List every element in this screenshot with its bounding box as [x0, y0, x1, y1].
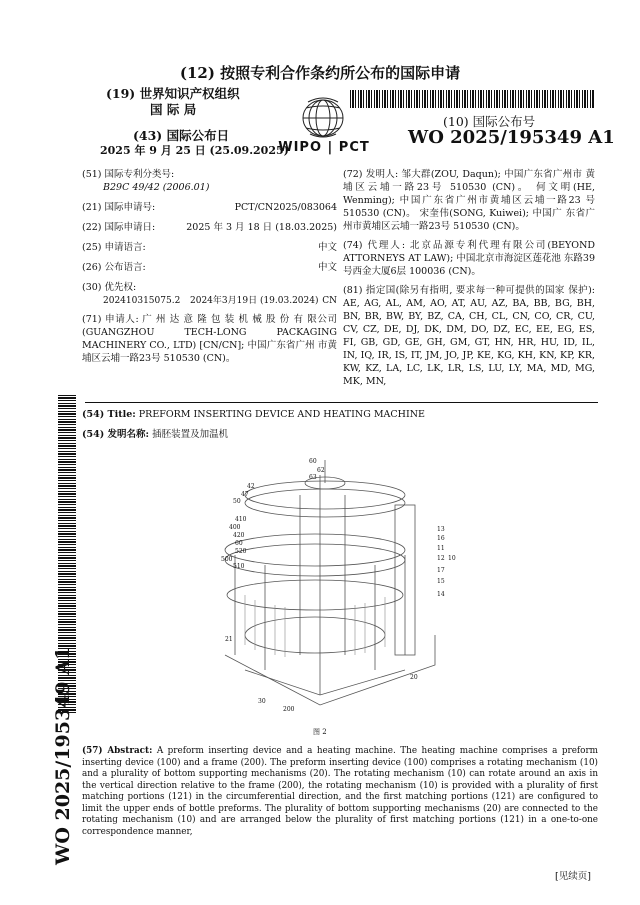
right-biblio — [343, 168, 595, 388]
ref-10: 10 — [448, 555, 456, 562]
wipo-logo-text: WIPO | PCT — [278, 140, 370, 155]
ref-62: 62 — [317, 467, 325, 474]
ref-500: 500 — [221, 556, 233, 563]
lang-label: (25) 申请语言: — [82, 242, 146, 253]
pub-no-label: (10) 国际公布号 — [443, 114, 536, 129]
ref-60: 60 — [309, 458, 317, 465]
ref-420: 420 — [233, 532, 245, 539]
title-cn-row — [82, 428, 228, 441]
pub-no: WO 2025/195349 A1 — [408, 127, 615, 148]
priority-date: 2024年3月19日 (19.03.2024) — [190, 296, 319, 306]
appno-value: PCT/CN2025/083064 — [234, 202, 337, 213]
ref-30: 30 — [258, 698, 266, 705]
patent-drawing — [205, 455, 455, 720]
filedate-value: 2025 年 3 月 18 日 (18.03.2025) — [186, 222, 337, 233]
priority-entry — [82, 295, 337, 313]
inventors: (72) 发明人: 邹大群(ZOU, Daqun); 中国广东省广州市 黄埔区云埔一路23号 510530 (CN)。 何文明(HE, Wenming); 中国广东省广州市黄埔区云埔一路23 号 510530 (CN)。 宋奎伟(SONG, Kuiwei); 中国广 东省广州市黄埔区云埔一路23号 510530 (CN)。 — [343, 169, 595, 232]
appno-label: (21) 国际申请号: — [82, 202, 156, 213]
ref-15: 15 — [437, 578, 445, 585]
ref-510: 510 — [233, 563, 245, 570]
appno-row — [82, 201, 337, 221]
pub-date-label: (43) 国际公布日 — [133, 128, 230, 143]
ref-520: 520 — [235, 548, 247, 555]
priority-label: (30) 优先权: — [82, 282, 137, 293]
ipc-value: B29C 49/42 (2006.01) — [103, 182, 210, 193]
org-subname: 国 际 局 — [150, 102, 197, 117]
ipc-row — [82, 168, 337, 181]
publang-label: (26) 公布语言: — [82, 262, 146, 273]
ref-14: 14 — [437, 591, 445, 598]
priority-no: 202410315075.2 — [103, 296, 181, 306]
figure-caption: 图 2 — [313, 728, 327, 736]
publang-row — [82, 261, 337, 281]
title-en-row — [82, 408, 425, 421]
side-pub-no: WO 2025/195349 A1 — [52, 646, 74, 865]
ref-400: 400 — [229, 524, 241, 531]
title-en-label: (54) Title: — [82, 409, 136, 420]
title-cn-label: (54) 发明名称: — [82, 429, 150, 440]
priority-cc: CN — [322, 296, 337, 306]
filedate-row — [82, 221, 337, 241]
abstract — [82, 746, 598, 838]
ref-47: 47 — [241, 491, 249, 498]
title-en: PREFORM INSERTING DEVICE AND HEATING MACHINE — [138, 409, 425, 420]
ref-12: 12 — [437, 555, 445, 562]
ref-410: 410 — [235, 516, 247, 523]
filedate-label: (22) 国际申请日: — [82, 222, 156, 233]
abstract-label: (57) Abstract: — [82, 746, 153, 756]
ref-21: 21 — [225, 636, 233, 643]
ref-63: 63 — [309, 474, 317, 481]
agent: (74) 代理人: 北京品源专利代理有限公司(BEYOND ATTORNEYS AT LAW); 中国北京市海淀区莲花池 东路39号西金大厦6层 100036 (CN)。 — [343, 240, 595, 277]
ref-50: 50 — [233, 498, 241, 505]
ref-16: 16 — [437, 535, 445, 542]
ref-13: 13 — [437, 526, 445, 533]
ref-11: 11 — [437, 545, 445, 552]
continued-label: [见续页] — [555, 871, 591, 882]
priority-row — [82, 281, 337, 295]
document-title: (12) 按照专利合作条约所公布的国际申请 — [179, 64, 461, 82]
designated-states: (81) 指定国(除另有指明, 要求每一种可提供的国家 保护): AE, AG, AL, AM, AO, AT, AU, AZ, BA, BB, BG, BH, BN, BR, BW, BY, BZ, CA, CH, CL, CN, CO, CR, CU, CV, CZ, DE, DJ, DK, DM, DO, DZ, EC, EE, EG, ES, FI, GB, GD, GE, GH, GM, GT, HN, HR, HU, ID, IL, IN, IQ, IR, IS, IT, JM, JO, JP, KE, KG, KH, KN, KP, KR, KW, KZ, LA, LC, LK, LR, LS, LU, LY, MA, MD, MG, MK, MN, — [343, 285, 595, 387]
abstract-text: A preform inserting device and a heating machine. The heating machine comprises a preform inserting device (100) and a frame (200). The preform inserting device (100) comprises a rotating mechanism (10) and a plurality of bottom supporting mechanisms (20). The rotating mechanism (10) can rotate around an axis in the vertical direction relative to the frame (200), the rotating mechanism (10) is provided with a plurality of first matching portions (121) in the circumferential direction, and the first matching portions (121) are configured to limit the upper ends of bottle preforms. The plurality of bottom supporting mechanisms (20) are connected to the rotating mechanism (10) and are arranged below the plurality of first matching portions (121) in a one-to-one correspondence manner, — [82, 746, 598, 837]
title-cn: 插胚装置及加温机 — [152, 429, 229, 440]
barcode-top — [350, 90, 595, 108]
applicant: (71) 申请人: 广 州 达 意 隆 包 装 机 械 股 份 有 限公司(GUANGZHOU TECH-LONG PACKAGING MACHINERY CO., LTD) [CN/CN]; 中国广东省广州 市黄埔区云埔一路23号 510530 (CN)。 — [82, 314, 337, 364]
left-biblio — [82, 168, 337, 365]
ref-20: 20 — [410, 674, 418, 681]
lang-row — [82, 241, 337, 261]
ref-42: 42 — [247, 483, 255, 490]
ref-17: 17 — [437, 567, 445, 574]
ipc-label: (51) 国际专利分类号: — [82, 169, 175, 180]
org-name: (19) 世界知识产权组织 — [106, 86, 240, 101]
pub-date: 2025 年 9 月 25 日 (25.09.2025) — [100, 144, 289, 157]
divider — [85, 402, 598, 403]
publang-value: 中文 — [317, 262, 337, 273]
ref-200: 200 — [283, 706, 295, 713]
lang-value: 中文 — [317, 242, 337, 253]
ref-60b: 60 — [235, 540, 243, 547]
